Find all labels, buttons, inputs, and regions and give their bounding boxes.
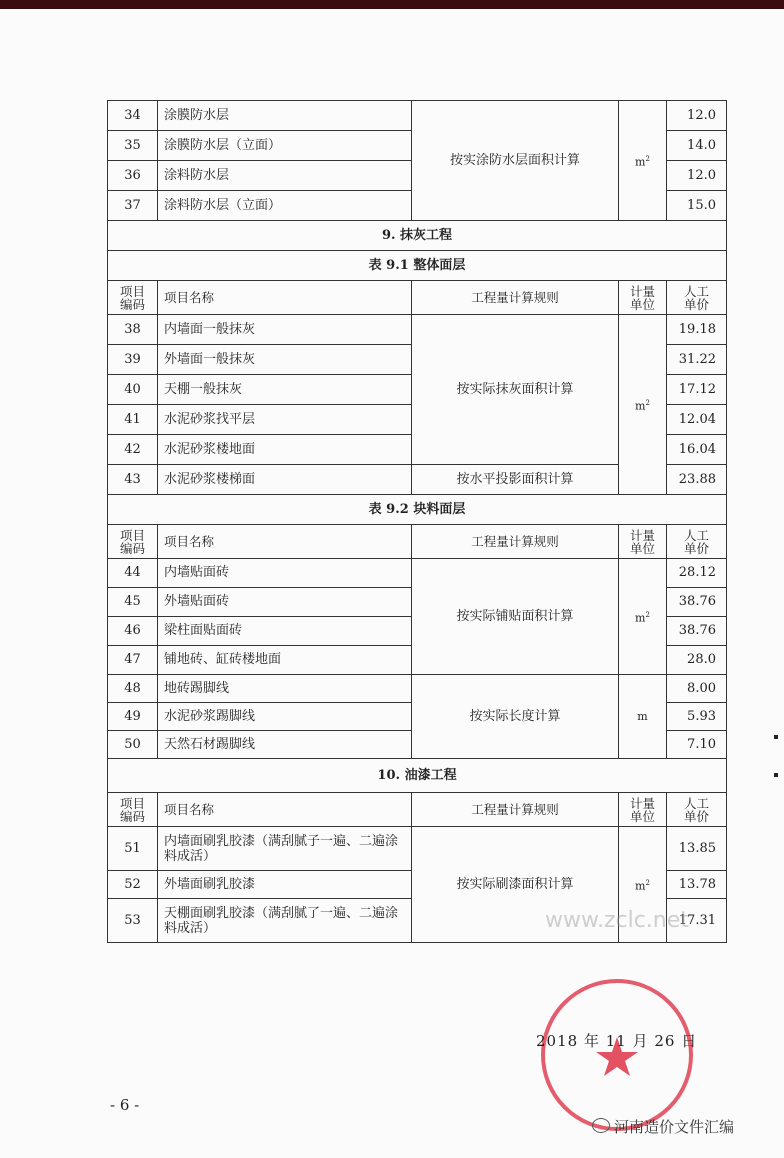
row-code: 53 xyxy=(108,899,158,943)
unit-cell: $m^2$ xyxy=(619,559,667,675)
header-rule: 工程量计算规则 xyxy=(412,281,619,315)
row-code: 39 xyxy=(108,345,158,375)
header-row xyxy=(108,281,727,315)
header-price: 人工 单价 xyxy=(667,281,727,315)
unit-cell: $m^2$ xyxy=(619,101,667,221)
header-rule: 工程量计算规则 xyxy=(412,793,619,827)
header-name: 项目名称 xyxy=(158,525,412,559)
row-name: 外墙贴面砖 xyxy=(158,588,412,617)
row-code: 47 xyxy=(108,646,158,675)
row-name: 天棚面刷乳胶漆（满刮腻了一遍、二遍涂料成活） xyxy=(158,899,412,943)
row-price: 12.0 xyxy=(667,161,727,191)
section-title: 10. 油漆工程 xyxy=(108,759,727,793)
row-price: 28.0 xyxy=(667,646,727,675)
row-name: 涂料防水层（立面） xyxy=(158,191,412,221)
table-title: 表 9.2 块料面层 xyxy=(108,495,727,525)
row-code: 44 xyxy=(108,559,158,588)
row-code: 42 xyxy=(108,435,158,465)
row-price: 12.0 xyxy=(667,101,727,131)
table-row xyxy=(108,827,727,871)
row-code: 36 xyxy=(108,161,158,191)
row-code: 37 xyxy=(108,191,158,221)
header-unit: 计量 单位 xyxy=(619,281,667,315)
row-code: 41 xyxy=(108,405,158,435)
row-code: 38 xyxy=(108,315,158,345)
rule-cell: 按实涂防水层面积计算 xyxy=(412,101,619,221)
unit-cell: $m^2$ xyxy=(619,315,667,495)
page-number: - 6 - xyxy=(110,1096,140,1114)
scan-mark xyxy=(774,735,778,739)
rule-cell: 按水平投影面积计算 xyxy=(412,465,619,495)
row-price: 5.93 xyxy=(667,703,727,731)
header-unit: 计量 单位 xyxy=(619,525,667,559)
rule-cell: 按实际刷漆面积计算 xyxy=(412,827,619,943)
row-price: 13.85 xyxy=(667,827,727,871)
header-row xyxy=(108,793,727,827)
row-name: 天然石材踢脚线 xyxy=(158,731,412,759)
header-price: 人工 单价 xyxy=(667,525,727,559)
row-code: 51 xyxy=(108,827,158,871)
row-code: 52 xyxy=(108,871,158,899)
row-price: 38.76 xyxy=(667,617,727,646)
row-price: 14.0 xyxy=(667,131,727,161)
header-code: 项目 编码 xyxy=(108,793,158,827)
row-code: 40 xyxy=(108,375,158,405)
table-row xyxy=(108,101,727,131)
row-name: 内墙贴面砖 xyxy=(158,559,412,588)
row-code: 43 xyxy=(108,465,158,495)
row-name: 铺地砖、缸砖楼地面 xyxy=(158,646,412,675)
row-code: 34 xyxy=(108,101,158,131)
unit-cell: $m^2$ xyxy=(619,827,667,943)
official-seal-stamp xyxy=(537,975,697,1135)
wechat-source-label: 河南造价文件汇编 xyxy=(614,1118,735,1136)
row-name: 水泥砂浆踢脚线 xyxy=(158,703,412,731)
row-price: 17.12 xyxy=(667,375,727,405)
document-date: 2018 年 11 月 26 日 xyxy=(536,1032,698,1050)
row-price: 15.0 xyxy=(667,191,727,221)
row-name: 内墙面一般抹灰 xyxy=(158,315,412,345)
header-name: 项目名称 xyxy=(158,793,412,827)
header-name: 项目名称 xyxy=(158,281,412,315)
row-name: 水泥砂浆楼地面 xyxy=(158,435,412,465)
row-name: 地砖踢脚线 xyxy=(158,675,412,703)
wechat-source xyxy=(592,1116,734,1137)
row-price: 8.00 xyxy=(667,675,727,703)
row-name: 涂膜防水层 xyxy=(158,101,412,131)
table-row xyxy=(108,675,727,703)
row-price: 12.04 xyxy=(667,405,727,435)
watermark: www.zclc.net xyxy=(545,908,689,933)
header-code: 项目 编码 xyxy=(108,525,158,559)
row-price: 31.22 xyxy=(667,345,727,375)
row-name: 涂膜防水层（立面） xyxy=(158,131,412,161)
row-name: 外墙面一般抹灰 xyxy=(158,345,412,375)
row-price: 16.04 xyxy=(667,435,727,465)
header-unit: 计量 单位 xyxy=(619,793,667,827)
row-name: 外墙面刷乳胶漆 xyxy=(158,871,412,899)
top-border xyxy=(0,0,784,9)
row-code: 48 xyxy=(108,675,158,703)
row-price: 13.78 xyxy=(667,871,727,899)
row-price: 7.10 xyxy=(667,731,727,759)
row-name: 梁柱面贴面砖 xyxy=(158,617,412,646)
section-title: 9. 抹灰工程 xyxy=(108,221,727,251)
header-code: 项目 编码 xyxy=(108,281,158,315)
row-price: 28.12 xyxy=(667,559,727,588)
row-price: 23.88 xyxy=(667,465,727,495)
row-price: 17.31 xyxy=(667,899,727,943)
table-top xyxy=(107,100,727,943)
scan-mark xyxy=(774,773,778,777)
unit-cell: m xyxy=(619,675,667,759)
row-code: 50 xyxy=(108,731,158,759)
table-row xyxy=(108,559,727,588)
row-code: 46 xyxy=(108,617,158,646)
row-name: 天棚一般抹灰 xyxy=(158,375,412,405)
row-name: 水泥砂浆楼梯面 xyxy=(158,465,412,495)
rule-cell: 按实际铺贴面积计算 xyxy=(412,559,619,675)
header-rule: 工程量计算规则 xyxy=(412,525,619,559)
rule-cell: 按实际长度计算 xyxy=(412,675,619,759)
row-code: 49 xyxy=(108,703,158,731)
wechat-icon xyxy=(592,1118,610,1133)
row-price: 19.18 xyxy=(667,315,727,345)
row-name: 水泥砂浆找平层 xyxy=(158,405,412,435)
row-name: 涂料防水层 xyxy=(158,161,412,191)
row-code: 45 xyxy=(108,588,158,617)
table-title: 表 9.1 整体面层 xyxy=(108,251,727,281)
table-row xyxy=(108,315,727,345)
row-price: 38.76 xyxy=(667,588,727,617)
rule-cell: 按实际抹灰面积计算 xyxy=(412,315,619,465)
row-code: 35 xyxy=(108,131,158,161)
header-row xyxy=(108,525,727,559)
header-price: 人工 单价 xyxy=(667,793,727,827)
row-name: 内墙面刷乳胶漆（满刮腻子一遍、二遍涂料成活） xyxy=(158,827,412,871)
